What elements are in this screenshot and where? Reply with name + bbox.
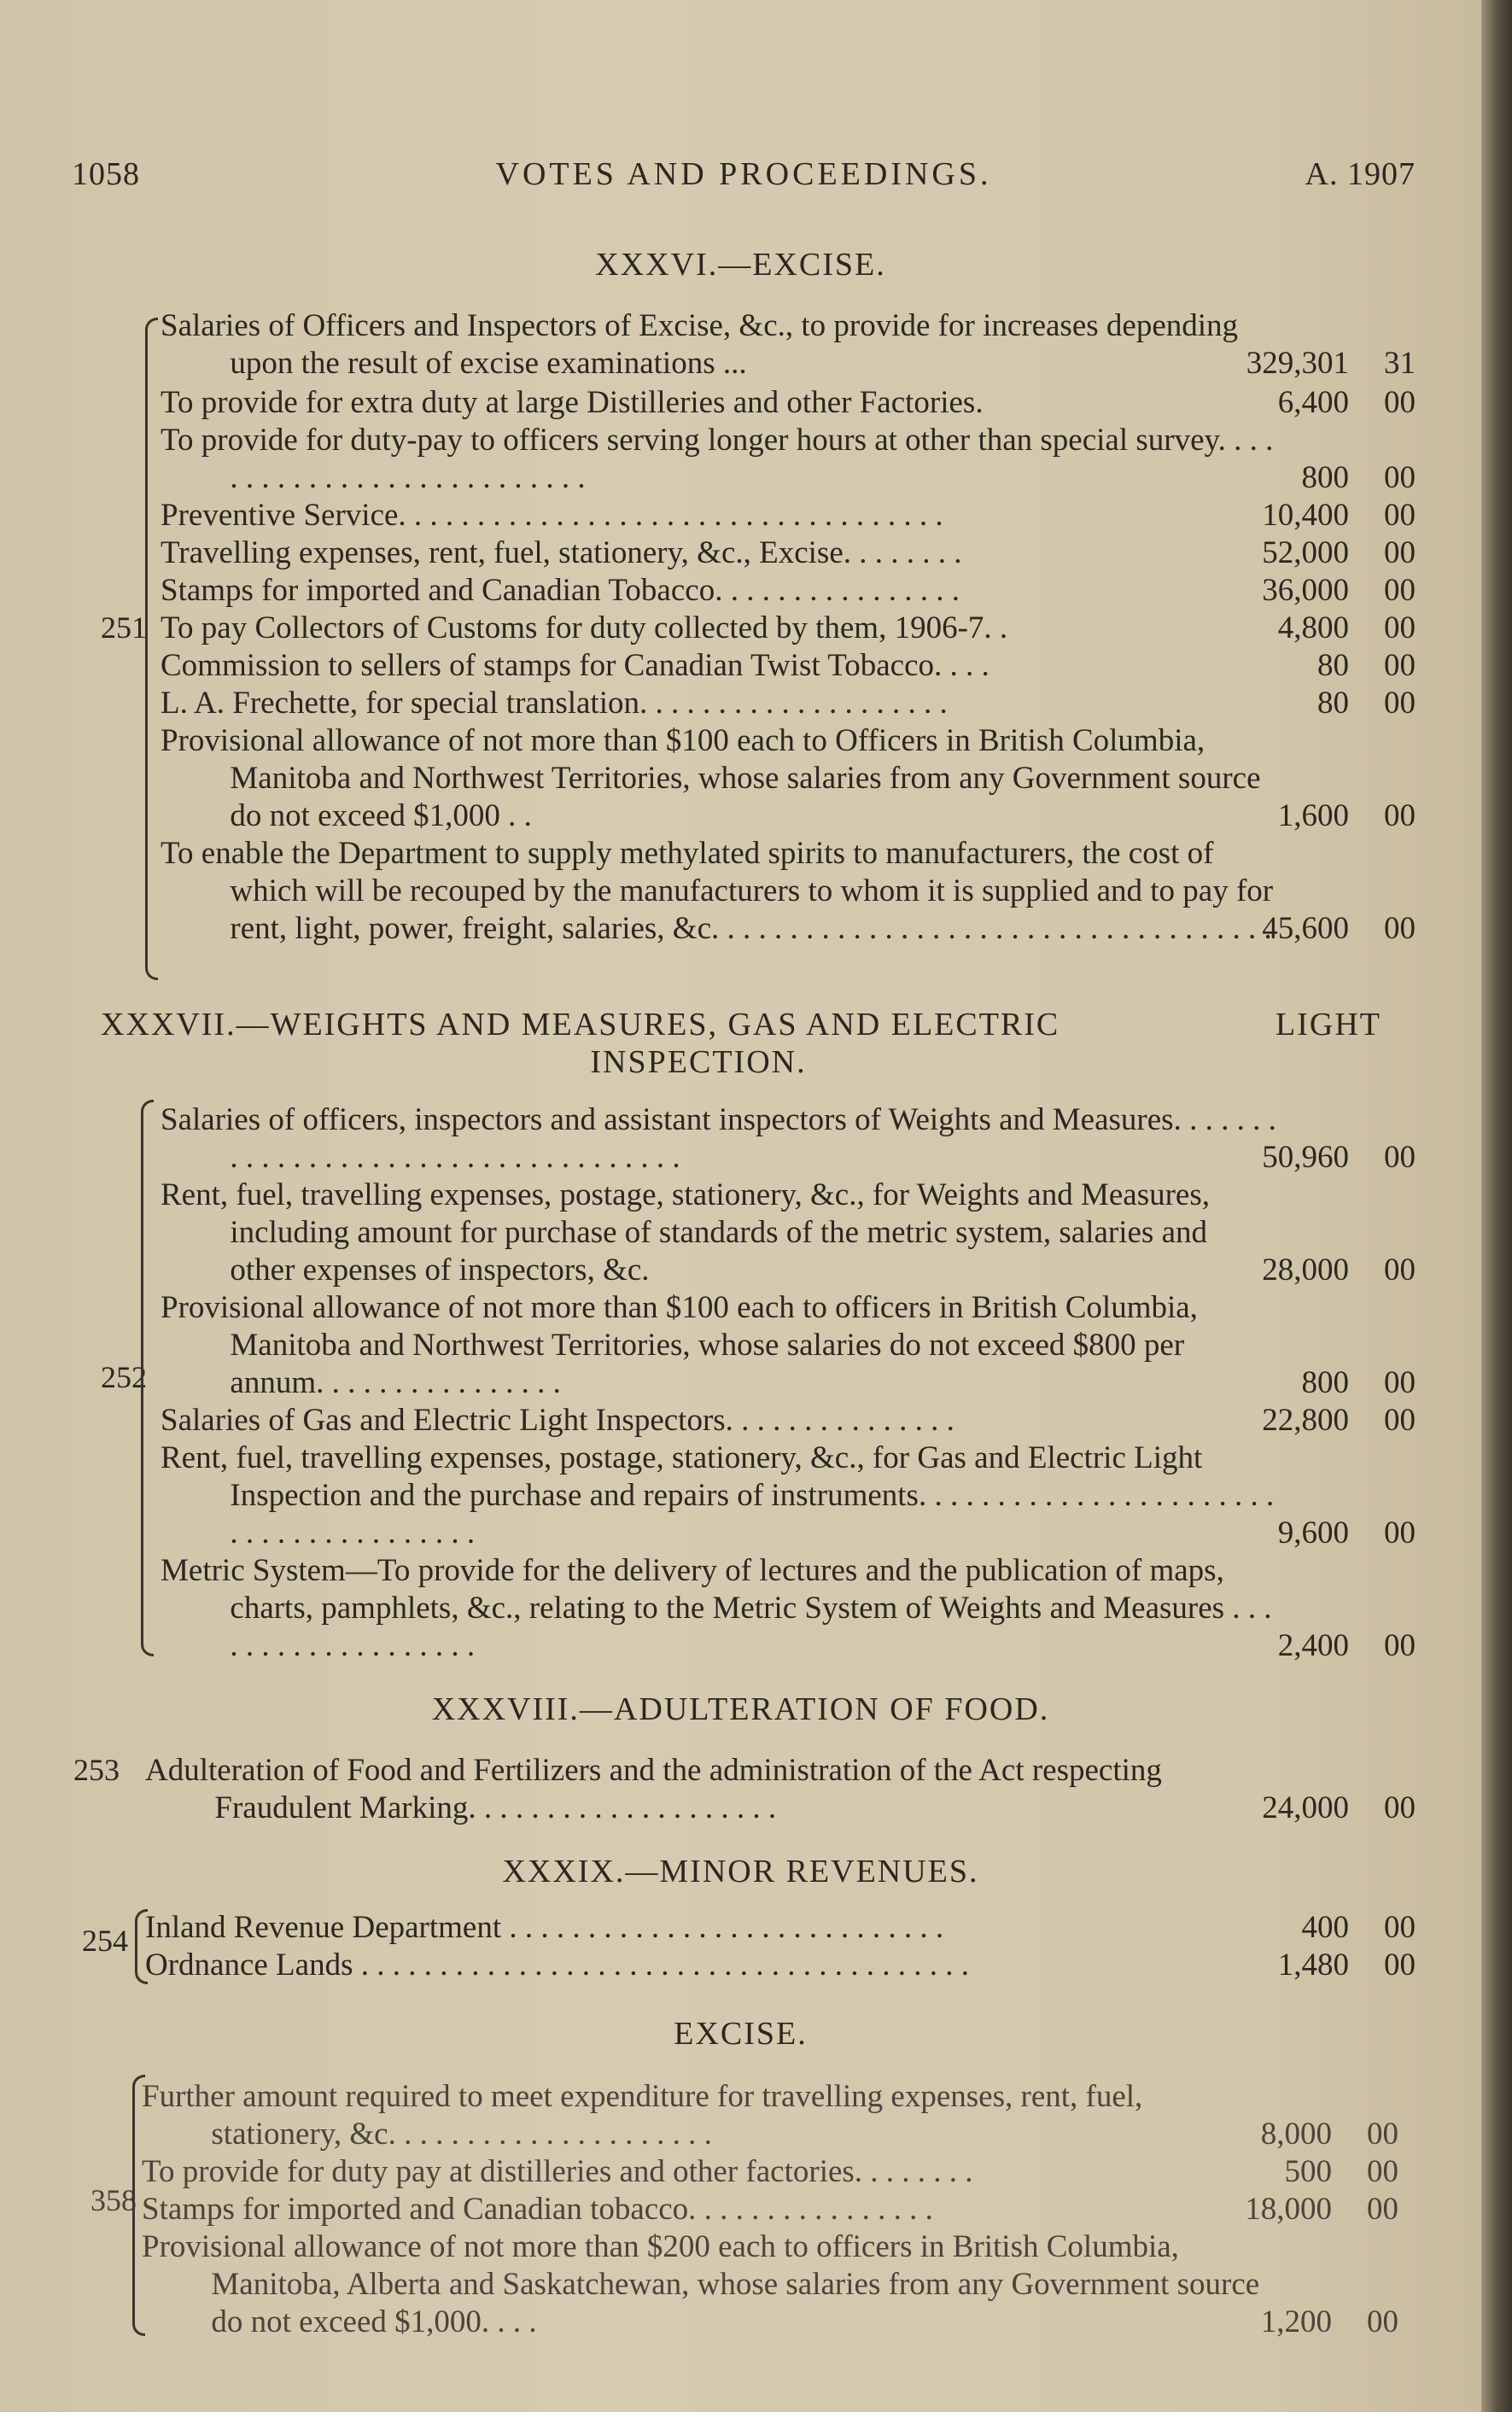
amount-cents: 00 [1384,1516,1416,1551]
amount-dollars: 9,600 [1277,1516,1349,1551]
amount-dollars: 45,600 [1262,911,1349,946]
item-amount [1067,1627,1416,1665]
list-item [161,610,1416,647]
item-amount [1050,2304,1398,2341]
item-text: Preventive Service. . . . . . . . . . . . . . . . . . . . . . . . . . . . . . . . . . . [161,498,943,533]
amount-cents: 00 [1384,686,1416,721]
amount-dollars: 28,000 [1262,1253,1349,1288]
amount-cents: 00 [1384,1140,1416,1175]
amount-cents: 00 [1384,1365,1416,1400]
amount-cents: 00 [1384,911,1416,946]
vote-number: 358 [90,2183,137,2217]
item-amount [1067,384,1416,422]
item-text: Adulteration of Food and Fertilizers and the administration of the Act respecting Fraudulent Marking. . . . . . . . . . . . . . . . . . . . [145,1753,1162,1825]
item-amount [1067,647,1416,685]
list-item [161,534,1416,572]
amount-cents: 00 [1384,1948,1416,1983]
item-amount [1050,2153,1398,2191]
amount-dollars: 2,400 [1277,1628,1349,1663]
item-amount [1067,345,1416,383]
amount-dollars: 4,800 [1277,610,1349,645]
running-title: VOTES AND PROCEEDINGS. [495,156,992,192]
item-text: Provisional allowance of not more than $200 each to officers in British Columbia, Manitoba, Alberta and Saskatchewan, whose salaries from any Government source do not exceed $1,000. . . . [142,2229,1260,2339]
amount-cents: 00 [1384,798,1416,833]
section-title-line2: INSPECTION. [590,1044,807,1080]
item-amount [1067,1790,1416,1827]
amount-cents: 00 [1384,498,1416,533]
amount-cents: 00 [1384,1253,1416,1288]
amount-cents: 00 [1367,2154,1398,2189]
amount-dollars: 800 [1301,460,1349,495]
list-item [142,2153,1398,2191]
item-text: Inland Revenue Department . . . . . . . . . . . . . . . . . . . . . . . . . . . . [145,1910,944,1945]
item-text: Salaries of officers, inspectors and assistant inspectors of Weights and Measures. . . . . . . . . . . . . . . . . . . . . . . . . . . . . . . . . . . . [161,1102,1276,1175]
section-title: XXXVI.—EXCISE. [595,247,886,283]
vote-bracket [141,1100,154,1656]
vote-number: 251 [101,610,147,645]
amount-cents: 00 [1384,1790,1416,1825]
item-amount [1067,1139,1416,1177]
item-amount [1067,1515,1416,1552]
amount-cents: 00 [1384,648,1416,683]
item-amount [1067,1947,1416,1984]
amount-dollars: 10,400 [1262,498,1349,533]
list-item [145,1909,1416,1947]
list-item [161,685,1416,722]
list-item [161,835,1416,948]
list-item [161,1101,1416,1177]
vote-bracket [145,318,158,980]
list-item [161,1289,1416,1402]
amount-dollars: 800 [1301,1365,1349,1400]
item-text: Metric System—To provide for the delivery of lectures and the publication of maps, charts, pamphlets, &c., relating to the Metric System of Weights and Measures . . . . . . . . . . . . . . . . . . . [161,1553,1272,1663]
item-text: Salaries of Gas and Electric Light Inspectors. . . . . . . . . . . . . . . [161,1403,954,1438]
item-text: Rent, fuel, travelling expenses, postage, stationery, &c., for Gas and Electric Light Inspection and the purchase and repairs of instruments. . . . . . . . . . . . . . . . . . . . . . . . . . . . . . . . . . . . . . . [161,1440,1275,1551]
list-item [145,1752,1416,1827]
list-item [161,384,1416,422]
list-item [142,2191,1398,2228]
amount-dollars: 1,200 [1260,2304,1332,2339]
amount-dollars: 80 [1317,686,1349,721]
amount-cents: 00 [1384,610,1416,645]
amount-cents: 00 [1367,2192,1398,2227]
item-amount [1067,534,1416,572]
item-text: To pay Collectors of Customs for duty collected by them, 1906-7. . [161,610,1008,645]
section-title-line1-end: LIGHT [1276,1007,1381,1042]
list-item [161,1402,1416,1440]
item-text: Provisional allowance of not more than $100 each to Officers in British Columbia, Manitoba and Northwest Territories, whose salaries from any Government source do not exceed $1,000 . . [161,723,1261,833]
amount-cents: 00 [1384,460,1416,495]
amount-cents: 00 [1384,385,1416,420]
list-item [161,497,1416,534]
amount-dollars: 52,000 [1262,535,1349,570]
vote-number: 254 [82,1924,128,1958]
list-item [142,2228,1398,2341]
item-text: Rent, fuel, travelling expenses, postage, stationery, &c., for Weights and Measures, including amount for purchase of standards of the metric system, salaries and other expenses of inspectors, &c. [161,1177,1211,1288]
item-amount [1067,497,1416,534]
list-item [161,1552,1416,1665]
item-amount [1067,1909,1416,1947]
amount-cents: 00 [1367,2304,1398,2339]
amount-dollars: 6,400 [1277,385,1349,420]
section-title-line1: XXXVII.—WEIGHTS AND MEASURES, GAS AND ELECTRIC [101,1007,1060,1042]
item-amount [1050,2191,1398,2228]
item-text: Salaries of Officers and Inspectors of Excise, &c., to provide for increases depending upon the result of excise examinations ... [161,308,1239,381]
item-text: Commission to sellers of stamps for Canadian Twist Tobacco. . . . [161,648,990,683]
item-amount [1067,572,1416,610]
amount-dollars: 24,000 [1262,1790,1349,1825]
amount-dollars: 18,000 [1245,2192,1332,2227]
list-item [161,1440,1416,1552]
vote-number: 253 [73,1753,120,1787]
list-item [145,1947,1416,1984]
item-amount [1067,1252,1416,1289]
list-item [161,422,1416,497]
amount-dollars: 80 [1317,648,1349,683]
amount-cents: 00 [1384,1910,1416,1945]
list-item [161,307,1416,383]
amount-dollars: 400 [1301,1910,1349,1945]
list-item [161,572,1416,610]
section-title [101,1006,1381,1081]
list-item [161,647,1416,685]
section-title: XXXVIII.—ADULTERATION OF FOOD. [431,1691,1050,1727]
item-text: To provide for extra duty at large Distilleries and other Factories. [161,385,984,420]
item-text: Further amount required to meet expenditure for travelling expenses, rent, fuel, stationery, &c. . . . . . . . . . . . . . . . . . . . . [142,2079,1143,2152]
list-item [142,2078,1398,2153]
item-amount [1067,459,1416,497]
amount-dollars: 36,000 [1262,573,1349,608]
amount-cents: 00 [1384,1403,1416,1438]
item-text: To provide for duty-pay to officers serving longer hours at other than special survey. . . . . . . . . . . . . . . . . . . . . . . . . . . [161,423,1274,495]
item-text: To provide for duty pay at distilleries and other factories. . . . . . . . [142,2154,973,2189]
book-spine-shadow [1481,0,1512,2412]
item-text: Stamps for imported and Canadian Tobacco. . . . . . . . . . . . . . . . [161,573,960,608]
item-text: To enable the Department to supply methylated spirits to manufacturers, the cost of which will be recouped by the manufacturers to whom it is supplied and to pay for rent, light, power, freight, salaries, &c. . . . . . . . . . . . . . . . . . . . . . . . . . . . . . . . . . . . [161,836,1274,946]
running-header [72,155,1416,198]
section-title: EXCISE. [674,2016,808,2052]
amount-dollars: 8,000 [1260,2117,1332,2152]
item-amount [1067,797,1416,835]
amount-dollars: 500 [1284,2154,1332,2189]
item-amount [1067,1364,1416,1402]
item-amount [1067,610,1416,647]
vote-number: 252 [101,1360,147,1394]
section-title: XXXIX.—MINOR REVENUES. [502,1854,979,1889]
amount-cents: 00 [1384,1628,1416,1663]
item-text: Provisional allowance of not more than $100 each to officers in British Columbia, Manitoba and Northwest Territories, whose salaries do not exceed $800 per annum. . . . . . . . . . . . . . . . [161,1290,1198,1400]
amount-cents: 00 [1384,573,1416,608]
amount-dollars: 329,301 [1246,346,1349,381]
item-text: Travelling expenses, rent, fuel, stationery, &c., Excise. . . . . . . . [161,535,962,570]
amount-dollars: 50,960 [1262,1140,1349,1175]
amount-cents: 31 [1384,346,1416,381]
item-text: Ordnance Lands . . . . . . . . . . . . . . . . . . . . . . . . . . . . . . . . . . . . . . . [145,1948,969,1983]
list-item [161,722,1416,835]
item-text: Stamps for imported and Canadian tobacco. . . . . . . . . . . . . . . . [142,2192,933,2227]
amount-cents: 00 [1384,535,1416,570]
amount-dollars: 1,480 [1277,1948,1349,1983]
item-amount [1050,2116,1398,2153]
amount-dollars: 1,600 [1277,798,1349,833]
list-item [161,1177,1416,1289]
page-number: 1058 [72,156,140,192]
item-amount [1067,685,1416,722]
item-text: L. A. Frechette, for special translation. . . . . . . . . . . . . . . . . . . . [161,686,948,721]
item-amount [1067,910,1416,948]
amount-dollars: 22,800 [1262,1403,1349,1438]
year-label: A. 1907 [1305,156,1416,192]
item-amount [1067,1402,1416,1440]
amount-cents: 00 [1367,2117,1398,2152]
